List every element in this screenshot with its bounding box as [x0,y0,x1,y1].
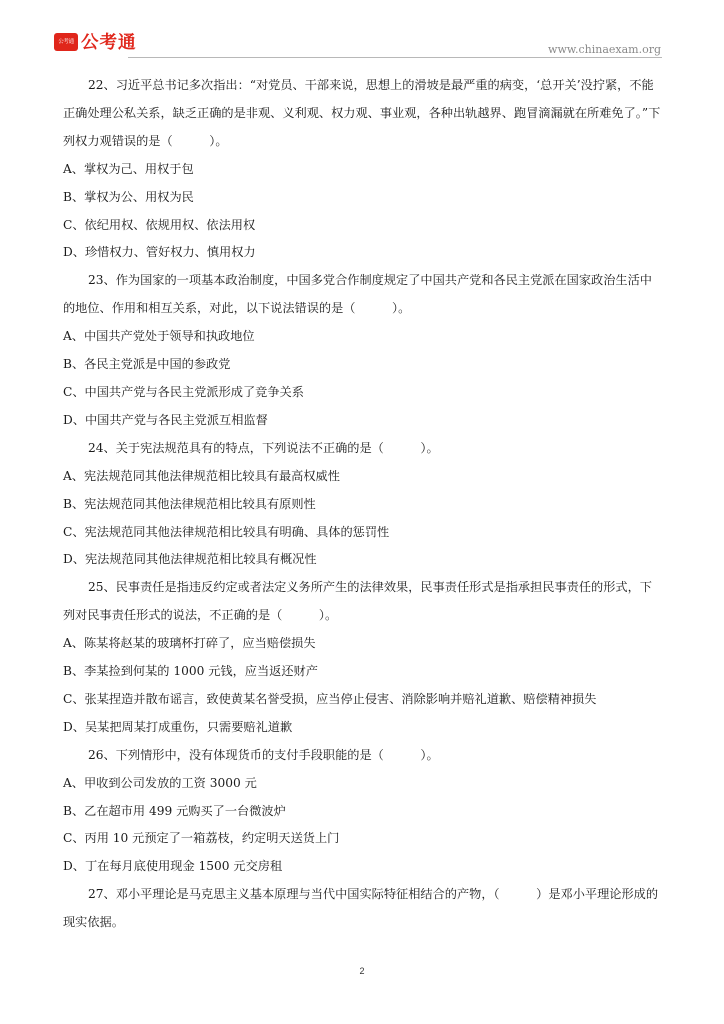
option-b: B、掌权为公、用权为民 [63,189,194,204]
question-stem: 22、习近平总书记多次指出：“对党员、干部来说，思想上的滑坡是最严重的病变，‘总开关’没拧紧，不能正确处理公私关系，缺乏正确的是非观、义利观、权力观、事业观，各种出轨越界、跑冒滴漏就在所难免了。”下列权力观错误的是（ ）。 [63,78,661,148]
option-d: D、珍惜权力、管好权力、慎用权力 [63,245,256,260]
logo-badge: 公考通 [54,33,78,51]
option-a: A、甲收到公司发放的工资 3000 元 [63,775,257,790]
option-a: A、陈某将赵某的玻璃杯打碎了，应当赔偿损失 [63,636,316,651]
option-b: B、各民主党派是中国的参政党 [63,357,231,372]
question-stem: 23、作为国家的一项基本政治制度，中国多党合作制度规定了中国共产党和各民主党派在国家政治生活中的地位、作用和相互关系，对此，以下说法错误的是（ ）。 [63,273,652,316]
question-stem: 27、邓小平理论是马克思主义基本原理与当代中国实际特征相结合的产物，（ ）是邓小平理论形成的现实依据。 [63,887,659,930]
option-a: A、宪法规范同其他法律规范相比较具有最高权威性 [63,468,340,483]
option-c: C、张某捏造并散布谣言，致使黄某名誉受损，应当停止侵害、消除影响并赔礼道歉、赔偿精神损失 [63,691,597,706]
option-c: C、宪法规范同其他法律规范相比较具有明确、具体的惩罚性 [63,524,390,539]
option-d: D、吴某把周某打成重伤，只需要赔礼道歉 [63,719,293,734]
question-stem: 24、关于宪法规范具有的特点，下列说法不正确的是（ ）。 [88,440,439,455]
site-url: www.chinaexam.org [548,43,661,56]
option-b: B、李某捡到何某的 1000 元钱，应当返还财产 [63,664,318,679]
option-c: C、依纪用权、依规用权、依法用权 [63,217,256,232]
option-d: D、丁在每月底使用现金 1500 元交房租 [63,859,283,874]
option-c: C、丙用 10 元预定了一箱荔枝，约定明天送货上门 [63,831,340,846]
option-d: D、中国共产党与各民主党派互相监督 [63,412,268,427]
option-b: B、乙在超市用 499 元购买了一台微波炉 [63,803,286,818]
question-stem: 25、民事责任是指违反约定或者法定义务所产生的法律效果，民事责任形式是指承担民事责任的形式，下列对民事责任形式的说法，不正确的是（ ）。 [63,580,652,623]
logo-text: 公考通 [81,33,137,53]
page-number: 2 [359,966,365,976]
option-a: A、掌权为己、用权于包 [63,161,194,176]
option-b: B、宪法规范同其他法律规范相比较具有原则性 [63,496,316,511]
option-a: A、中国共产党处于领导和执政地位 [63,329,255,344]
option-d: D、宪法规范同其他法律规范相比较具有概况性 [63,552,317,567]
header-divider [128,57,662,58]
option-c: C、中国共产党与各民主党派形成了竞争关系 [63,384,304,399]
question-list [63,72,663,937]
question-stem: 26、下列情形中，没有体现货币的支付手段职能的是（ ）。 [88,747,439,762]
page-header [0,0,724,62]
